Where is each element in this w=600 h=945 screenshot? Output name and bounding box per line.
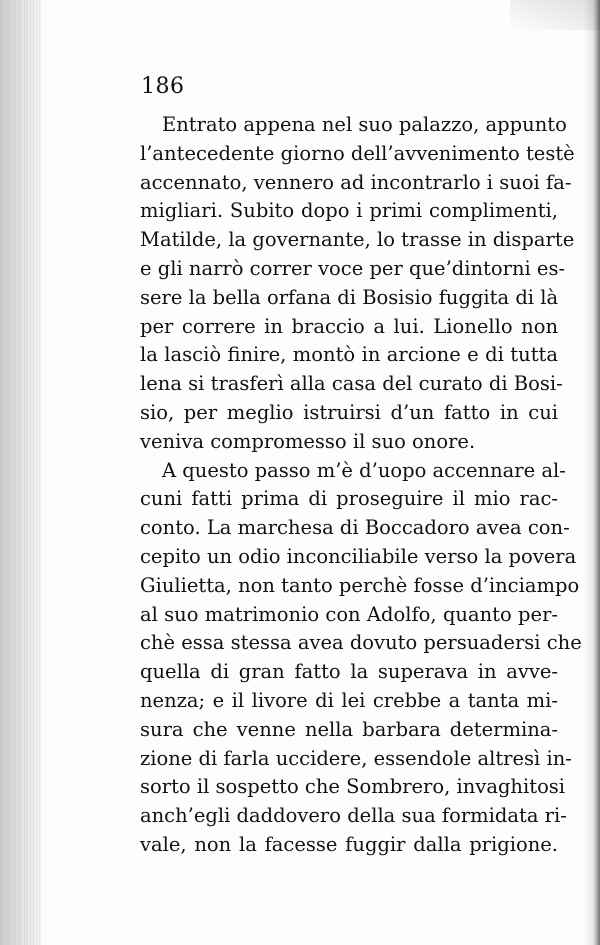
text-line: migliari. Subito dopo i primi complimenti, (140, 199, 558, 223)
text-line: sorto il sospetto che Sombrero, invaghitosi (140, 775, 566, 799)
text-line: cuni fatti prima di proseguire il mio rac- (140, 487, 558, 511)
text-line: Giulietta, non tanto perchè fosse d’inciampo (140, 573, 580, 597)
text-line: al suo matrimonio con Adolfo, quanto per- (140, 602, 558, 626)
text-line: lena si trasferì alla casa del curato di Bosi- (140, 372, 563, 396)
text-line: conto. La marchesa di Boccadoro avea con- (140, 516, 570, 540)
text-line: per correre in braccio a lui. Lionello non (140, 314, 558, 338)
text-line: vale, non la facesse fuggir dalla prigione. (140, 832, 558, 856)
text-line: Entrato appena nel suo palazzo, appunto (162, 113, 567, 136)
text-line: l’antecedente giorno dell’avvenimento testè (140, 141, 575, 165)
text-line: la lasciò finire, montò in arcione e di tutta (140, 343, 558, 367)
text-line: accennato, vennero ad incontrarlo i suoi fa- (140, 170, 572, 194)
text-line: nenza; e il livore di lei crebbe a tanta mi- (140, 688, 558, 712)
paragraph-1 (140, 111, 575, 457)
paragraph-2 (140, 457, 582, 860)
text-line: veniva compromesso il suo onore. (140, 429, 476, 453)
text-line: chè essa stessa avea dovuto persuadersi che (140, 631, 582, 655)
text-line: A questo passo m’è d’uopo accennare al- (162, 458, 566, 482)
page-number: 186 (141, 74, 185, 99)
corner-shadow (510, 0, 600, 30)
text-line: e gli narrò correr voce per que’dintorni es- (140, 256, 566, 280)
text-line: sio, per meglio istruirsi d’un fatto in cui (140, 400, 558, 424)
text-line: quella di gran fatto la superava in avve- (140, 660, 558, 684)
text-line: zione di farla uccidere, essendole altresì in- (140, 746, 572, 770)
text-line: sura che venne nella barbara determina- (140, 717, 558, 741)
text-line: Matilde, la governante, lo trasse in disparte (140, 228, 575, 252)
text-line: anch’egli daddovero della sua formidata ri- (140, 804, 567, 828)
text-line: cepito un odio inconciliabile verso la povera (140, 544, 577, 568)
page-edge (584, 0, 600, 945)
text-line: sere la bella orfana di Bosisio fuggita di là (140, 285, 559, 309)
body-text (140, 111, 582, 860)
binding-shadow (0, 0, 42, 945)
